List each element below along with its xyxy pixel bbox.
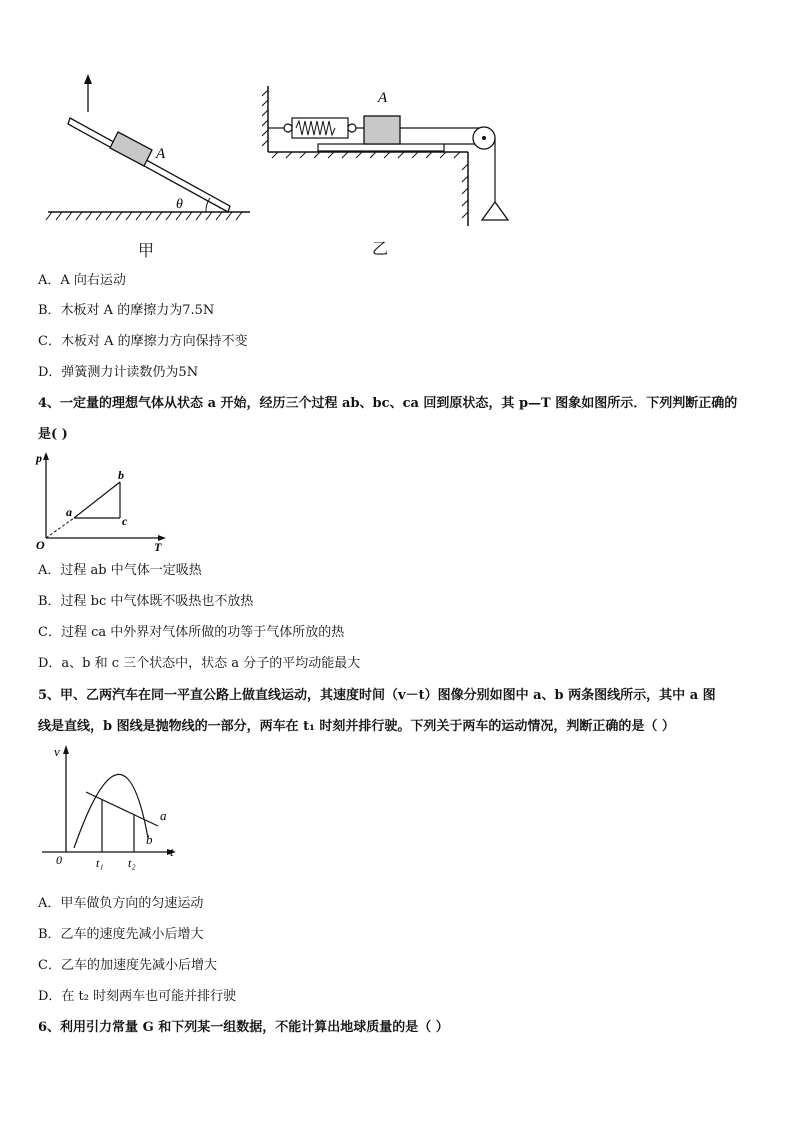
q4-option-a: A．过程 ab 中气体一定吸热 xyxy=(38,563,202,578)
q5-option-b: B．乙车的速度先减小后增大 xyxy=(38,927,204,942)
q3-option-a: A．A 向右运动 xyxy=(38,273,126,288)
q3-option-b: B．木板对 A 的摩擦力为7.5N xyxy=(38,303,215,318)
pt-origin: O xyxy=(36,538,45,552)
pt-point-a: a xyxy=(66,505,72,519)
figure-v-t-graph xyxy=(36,742,186,872)
pt-point-c: c xyxy=(122,514,128,528)
yi-caption: 乙 xyxy=(372,239,389,258)
pt-axis-t: T xyxy=(154,540,162,554)
jia-block-label: A xyxy=(156,146,166,162)
q4-stem-line1: 4、一定量的理想气体从状态 a 开始，经历三个过程 ab、bc、ca 回到原状态，其 p—T 图象如图所示．下列判断正确的 xyxy=(38,396,738,411)
pt-point-b: b xyxy=(118,468,124,482)
q5-stem-line1: 5、甲、乙两汽车在同一平直公路上做直线运动，其速度时间（v－t）图像分别如图中 a、b 两条图线所示，其中 a 图 xyxy=(38,688,716,703)
pt-axis-p: p xyxy=(36,451,42,465)
figure-p-t-graph xyxy=(34,450,174,555)
q4-option-b: B．过程 bc 中气体既不吸热也不放热 xyxy=(38,594,254,609)
jia-angle-label: θ xyxy=(176,197,183,212)
vt-axis-v: v xyxy=(54,744,60,759)
q4-stem-line2: 是( ) xyxy=(38,427,68,442)
q6-stem: 6、利用引力常量 G 和下列某一组数据，不能计算出地球质量的是（ ） xyxy=(38,1020,449,1035)
q5-option-d: D．在 t₂ 时刻两车也可能并排行驶 xyxy=(38,989,237,1004)
vt-curve-b-label: b xyxy=(146,832,153,847)
q5-option-a: A．甲车做负方向的匀速运动 xyxy=(38,896,204,911)
vt-axis-t: t xyxy=(170,844,174,859)
figure-yi xyxy=(262,80,522,230)
vt-tick-t1: t₁ xyxy=(96,856,104,870)
q5-stem-line2: 线是直线，b 图线是抛物线的一部分，两车在 t₁ 时刻并排行驶。下列关于两车的运动情况，判断正确的是（ ） xyxy=(38,719,675,734)
q5-option-c: C．乙车的加速度先减小后增大 xyxy=(38,958,217,973)
q3-option-c: C．木板对 A 的摩擦力方向保持不变 xyxy=(38,334,248,349)
figure-jia xyxy=(40,70,260,240)
q4-option-c: C．过程 ca 中外界对气体所做的功等于气体所放的热 xyxy=(38,625,345,640)
vt-tick-t2: t₂ xyxy=(128,856,136,870)
q4-option-d: D．a、b 和 c 三个状态中，状态 a 分子的平均动能最大 xyxy=(38,656,361,671)
vt-origin: 0 xyxy=(56,853,62,867)
yi-block-label: A xyxy=(378,90,388,106)
jia-caption: 甲 xyxy=(138,241,155,260)
q3-option-d: D．弹簧测力计读数仍为5N xyxy=(38,365,199,380)
vt-curve-a-label: a xyxy=(160,808,167,823)
